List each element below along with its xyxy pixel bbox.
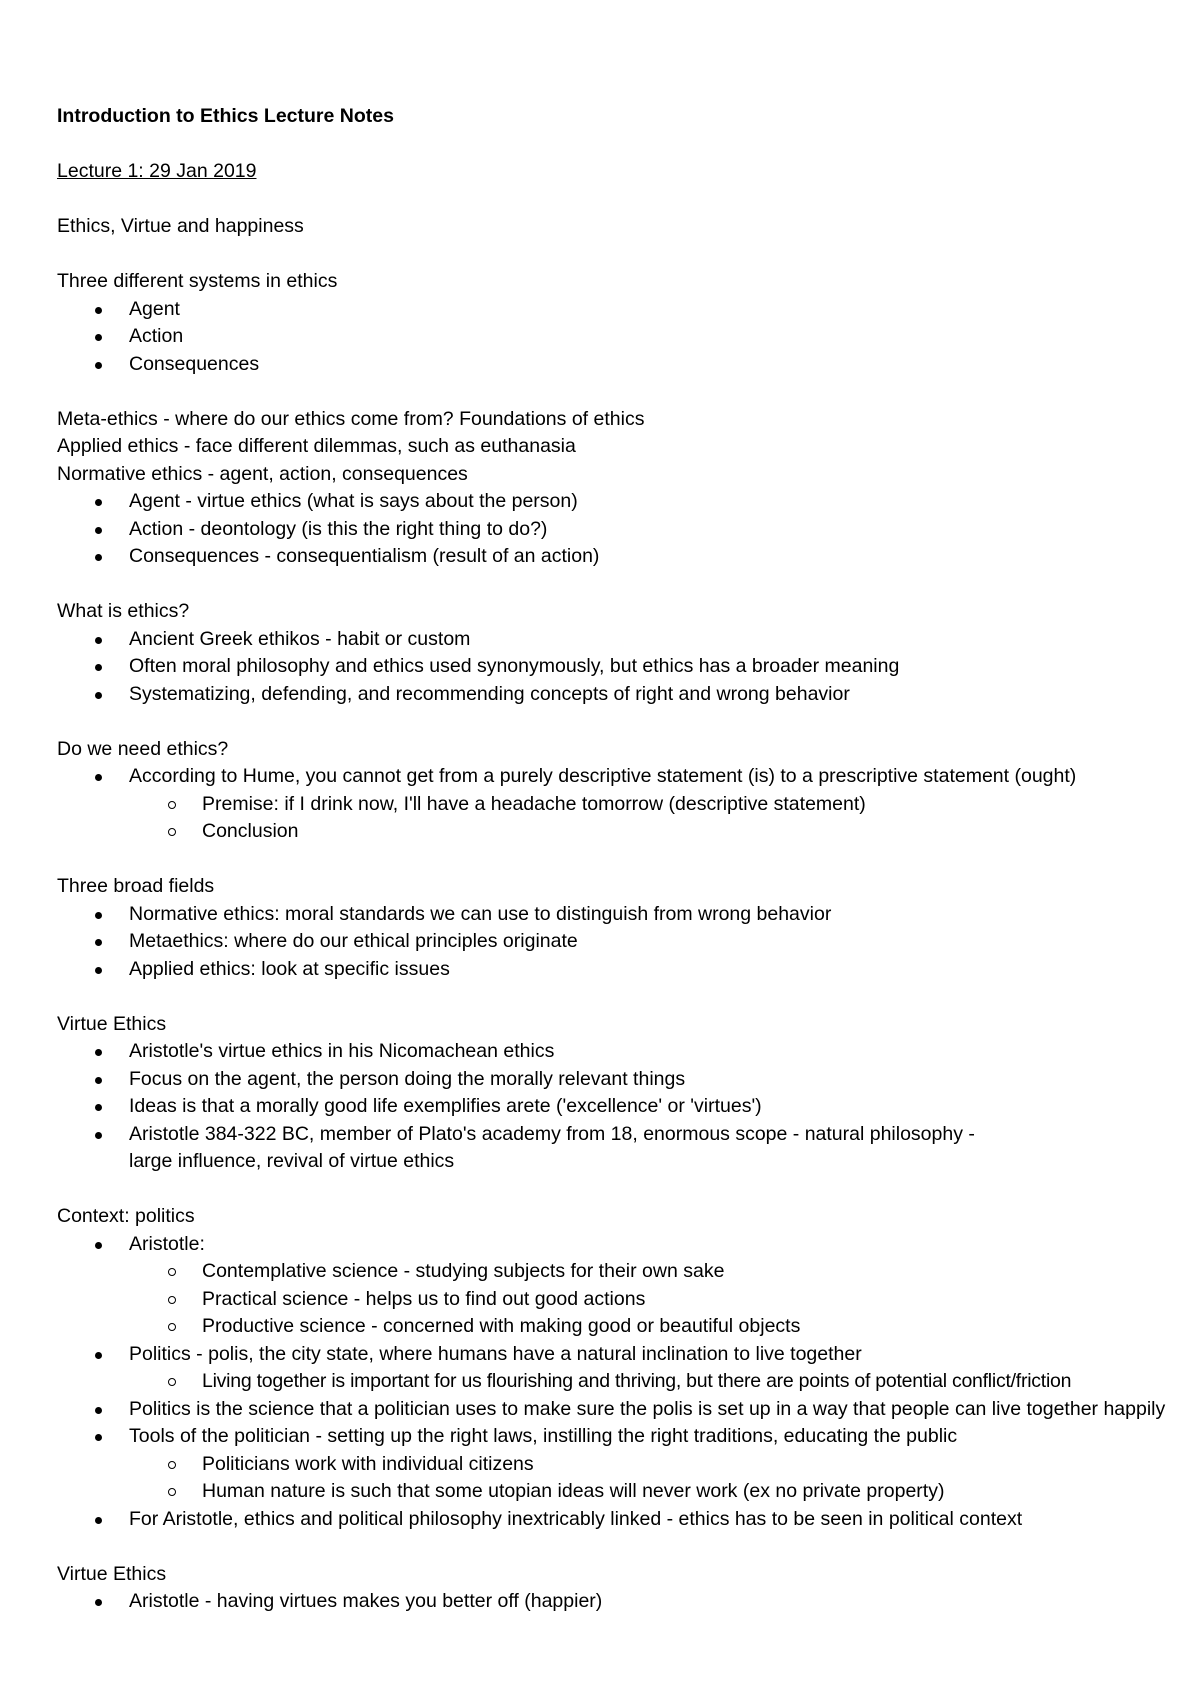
section-heading: Context: politics (57, 1205, 195, 1227)
bullet-list (57, 1038, 1167, 1176)
sub-list-item: Politicians work with individual citizens (57, 1451, 1167, 1479)
section-heading: Three different systems in ethics (57, 270, 338, 292)
document-page (57, 103, 1167, 1616)
bullet-list (57, 626, 1167, 709)
list-item: Metaethics: where do our ethical principles originate (57, 928, 1167, 956)
section-heading: Virtue Ethics (57, 1562, 167, 1585)
sub-list-item: Human nature is such that some utopian ideas will never work (ex no private property) (57, 1478, 1167, 1506)
sub-list-item: Premise: if I drink now, I'll have a headache tomorrow (descriptive statement) (57, 791, 1167, 819)
bullet-list (57, 488, 1167, 571)
list-item: Politics is the science that a politician uses to make sure the polis is set up in a way that people can live together happily (57, 1396, 1167, 1424)
topic-heading: Ethics, Virtue and happiness (57, 215, 304, 237)
list-item: Ideas is that a morally good life exemplifies arete ('excellence' or 'virtues') (57, 1093, 1167, 1121)
paragraph-line: Meta-ethics - where do our ethics come from? Foundations of ethics (57, 407, 645, 430)
list-item: Politics - polis, the city state, where humans have a natural inclination to live together (57, 1341, 1167, 1369)
list-item: For Aristotle, ethics and political philosophy inextricably linked - ethics has to be seen in political context (57, 1506, 1167, 1534)
sub-list-item: Productive science - concerned with making good or beautiful objects (57, 1313, 1167, 1341)
section-heading: What is ethics? (57, 600, 190, 622)
list-item: Action - deontology (is this the right thing to do?) (57, 516, 1167, 544)
list-item: Action (57, 323, 1167, 351)
list-item: Agent - virtue ethics (what is says about the person) (57, 488, 1167, 516)
list-item: Often moral philosophy and ethics used synonymously, but ethics has a broader meaning (57, 653, 1167, 681)
sub-list-item: Living together is important for us flourishing and thriving, but there are points of potential conflict/friction (57, 1368, 1167, 1396)
list-item: Aristotle 384-322 BC, member of Plato's academy from 18, enormous scope - natural philosophy - large influence, revival of virtue ethics (57, 1121, 1167, 1176)
sub-list-item: Practical science - helps us to find out good actions (57, 1286, 1167, 1314)
document-title: Introduction to Ethics Lecture Notes (57, 105, 394, 127)
bullet-list (57, 296, 1167, 379)
list-item: Aristotle: (57, 1231, 1167, 1259)
list-item: According to Hume, you cannot get from a purely descriptive statement (is) to a prescriptive statement (ought) (57, 763, 1167, 791)
paragraph-line: Normative ethics - agent, action, consequences (57, 462, 468, 485)
list-item: Agent (57, 296, 1167, 324)
lecture-date: Lecture 1: 29 Jan 2019 (57, 160, 257, 182)
bullet-list (57, 1588, 1167, 1616)
list-item: Aristotle - having virtues makes you better off (happier) (57, 1588, 1167, 1616)
list-item: Applied ethics: look at specific issues (57, 956, 1167, 984)
section-heading: Virtue Ethics (57, 1012, 167, 1035)
list-item: Normative ethics: moral standards we can use to distinguish from wrong behavior (57, 901, 1167, 929)
list-item: Systematizing, defending, and recommending concepts of right and wrong behavior (57, 681, 1167, 709)
sub-list-item: Conclusion (57, 818, 1167, 846)
bullet-list (57, 1231, 1167, 1534)
list-item: Aristotle's virtue ethics in his Nicomachean ethics (57, 1038, 1167, 1066)
paragraph-line: Applied ethics - face different dilemmas, such as euthanasia (57, 435, 576, 457)
section-heading: Do we need ethics? (57, 737, 229, 760)
section-heading: Three broad fields (57, 875, 215, 897)
list-item: Focus on the agent, the person doing the morally relevant things (57, 1066, 1167, 1094)
bullet-list (57, 763, 1167, 846)
list-item: Consequences - consequentialism (result of an action) (57, 543, 1167, 571)
list-item: Consequences (57, 351, 1167, 379)
list-item: Ancient Greek ethikos - habit or custom (57, 626, 1167, 654)
list-item: Tools of the politician - setting up the right laws, instilling the right traditions, educating the public (57, 1423, 1167, 1451)
sub-list-item: Contemplative science - studying subjects for their own sake (57, 1258, 1167, 1286)
bullet-list (57, 901, 1167, 984)
